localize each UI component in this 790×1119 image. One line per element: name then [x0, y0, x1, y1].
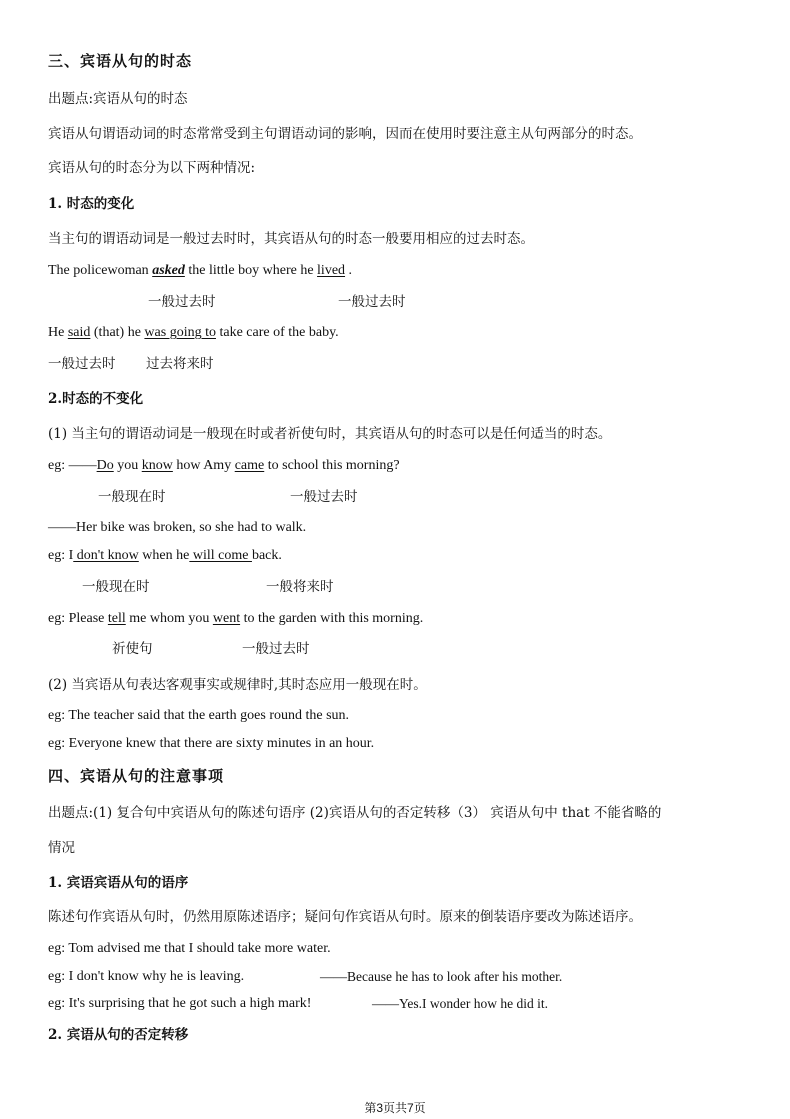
- subheading-word-order: 1. 宾语宾语从句的语序: [48, 875, 189, 891]
- text: He: [48, 325, 68, 340]
- annotation: 一般过去时: [148, 294, 216, 310]
- text: to the garden with this morning.: [240, 611, 424, 626]
- annotation: 一般过去时: [338, 294, 406, 310]
- page-number: 第3页共7页: [364, 1101, 426, 1115]
- underlined-verb: was going to: [144, 325, 216, 340]
- example-8: eg: Tom advised me that I should take more water.: [48, 941, 331, 956]
- annotation: 一般过去时: [242, 641, 310, 657]
- rule-objective-fact: (2) 当宾语从句表达客观事实或规律时,其时态应用一般现在时。: [48, 677, 427, 693]
- text: The policewoman: [48, 263, 153, 278]
- example-9: eg: I don't know why he is leaving.: [48, 969, 245, 984]
- example-2: [48, 324, 339, 342]
- text: eg: Please: [48, 611, 108, 626]
- underlined-verb: lived: [317, 263, 346, 278]
- annotation: 过去将来时: [146, 356, 214, 372]
- text: when he: [138, 548, 190, 563]
- annotation: 一般将来时: [266, 579, 334, 595]
- example-3-reply: ——Her bike was broken, so she had to walk.: [48, 520, 307, 535]
- example-5: [48, 610, 423, 628]
- example-6: eg: The teacher said that the earth goes round the sun.: [48, 708, 350, 723]
- section-4-exam-point-cont: 情况: [48, 840, 75, 856]
- example-10-reply: ——Yes.I wonder how he did it.: [372, 996, 548, 1011]
- text: eg: I: [48, 548, 74, 563]
- subheading-negative-transfer: 2. 宾语从句的否定转移: [48, 1027, 189, 1043]
- section-4-title: 四、宾语从句的注意事项: [48, 767, 225, 785]
- section-3-exam-point: 出题点:宾语从句的时态: [48, 91, 188, 107]
- rule-present-or-imperative: (1) 当主句的谓语动词是一般现在时或者祈使句时，其宾语从句的时态可以是任何适当的时态。: [48, 426, 612, 442]
- underlined-verb: will come: [189, 548, 252, 563]
- text: to school this morning?: [264, 458, 400, 473]
- section-3-intro-1: 宾语从句谓语动词的时态常常受到主句谓语动词的影响，因而在使用时要注意主从句两部分的时态。: [48, 126, 642, 142]
- underlined-verb: know: [141, 458, 173, 473]
- annotation: 一般过去时: [290, 489, 358, 505]
- text: how Amy: [172, 458, 235, 473]
- text: me whom you: [125, 611, 213, 626]
- example-3: [48, 457, 400, 475]
- example-9-reply: ——Because he has to look after his mother.: [320, 969, 563, 984]
- annotation: 祈使句: [112, 641, 153, 657]
- underlined-verb: came: [234, 458, 265, 473]
- text: eg: ——: [48, 458, 97, 473]
- text: take care of the baby.: [215, 325, 339, 340]
- rule-past-tense: 当主句的谓语动词是一般过去时时，其宾语从句的时态一般要用相应的过去时态。: [48, 231, 534, 247]
- underlined-verb: Do: [96, 458, 114, 473]
- annotation: 一般过去时: [48, 356, 116, 372]
- text: the little boy where he: [184, 263, 318, 278]
- text: (that) he: [90, 325, 145, 340]
- section-3-title: 三、宾语从句的时态: [48, 52, 193, 70]
- text: .: [345, 263, 353, 278]
- example-7: eg: Everyone knew that there are sixty minutes in an hour.: [48, 736, 375, 751]
- underlined-verb: went: [212, 611, 241, 626]
- section-3-intro-2: 宾语从句的时态分为以下两种情况:: [48, 160, 256, 176]
- example-1: [48, 262, 352, 280]
- rule-word-order: 陈述句作宾语从句时，仍然用原陈述语序；疑问句作宾语从句时。原来的倒装语序要改为陈述语序。: [48, 909, 642, 925]
- underlined-verb: said: [67, 325, 91, 340]
- annotation: 一般现在时: [82, 579, 150, 595]
- text: you: [113, 458, 142, 473]
- annotation: 一般现在时: [98, 489, 166, 505]
- example-10: eg: It's surprising that he got such a high mark!: [48, 996, 312, 1011]
- subheading-tense-change: 1. 时态的变化: [48, 196, 135, 212]
- text: back.: [251, 548, 282, 563]
- subheading-tense-no-change: 2.时态的不变化: [48, 391, 144, 407]
- section-4-exam-point: 出题点:(1) 复合句中宾语从句的陈述句语序 (2)宾语从句的否定转移（3） 宾语从句中 that 不能省略的: [48, 805, 662, 821]
- example-4: [48, 547, 282, 565]
- underlined-verb: tell: [107, 611, 126, 626]
- underlined-verb: don't know: [73, 548, 139, 563]
- underlined-verb: asked: [152, 263, 185, 278]
